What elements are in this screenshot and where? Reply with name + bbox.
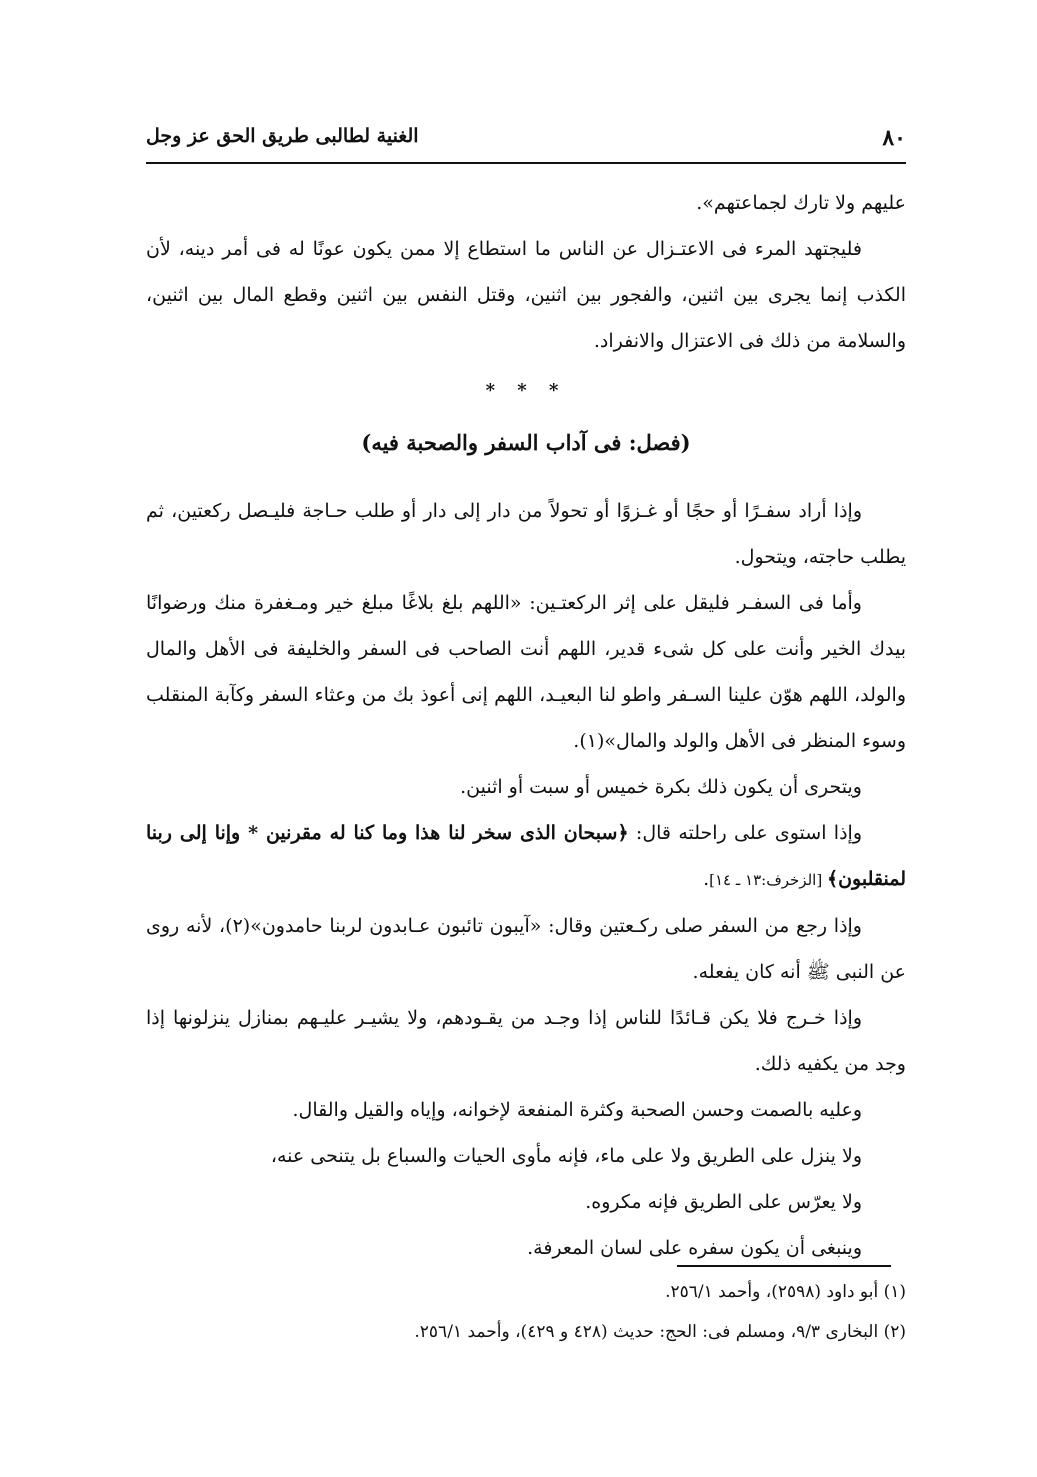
section-heading: (فصل: فى آداب السفر والصحبة فيه) xyxy=(361,430,691,455)
paragraph-mount xyxy=(146,810,906,903)
footnote-2: (٢) البخارى ٩/٣، ومسلم فى: الحج: حديث (٤٢٨ و ٤٢٩)، وأحمد ٢٥٦/١. xyxy=(414,1322,906,1342)
verse-citation: [الزخرف:١٣ ـ ١٤] xyxy=(709,871,827,889)
mount-intro: وإذا استوى على راحلته قال: xyxy=(628,822,862,844)
running-title: الغنية لطالبى طريق الحق عز وجل xyxy=(146,125,419,147)
paragraph-continuation: عليهم ولا تارك لجماعتهم». xyxy=(696,192,906,214)
paragraph-travel-intent: وإذا أراد سفـرًا أو حجًا أو غـزوًا أو تحولاً من دار إلى دار أو طلب حـاجة فليـصل ركعتين، ثم يطلب حاجته، ويتحول. xyxy=(146,500,906,568)
quran-verse: ﴿سبحان الذى سخر لنا هذا وما كنا له مقرنين * وإنا إلى ربنا لمنقلبون﴾ xyxy=(146,822,906,890)
mount-end: . xyxy=(703,868,710,890)
header-divider xyxy=(146,162,906,164)
paragraph-isolation: فليجتهد المرء فى الاعتـزال عن الناس ما استطاع إلا ممن يكون عونًا له فى أمر دينه، لأن الكذب إنما يجرى بين اثنين، والفجور بين اثنين، وقتل النفس بين اثنين وقطع المال بين اثنين، والسلامة من ذلك فى الاعتزال والانفراد. xyxy=(146,238,906,352)
main-text xyxy=(146,180,906,1271)
paragraph-knowledge: وينبغى أن يكون سفره على لسان المعرفة. xyxy=(527,1237,862,1259)
paragraph-road: ولا ينزل على الطريق ولا على ماء، فإنه مأوى الحيات والسباع بل يتنحى عنه، xyxy=(270,1145,862,1167)
footnotes xyxy=(146,1272,906,1352)
section-separator: * * * xyxy=(485,380,567,401)
page-header xyxy=(146,125,906,161)
paragraph-rest: ولا يعرّس على الطريق فإنه مكروه. xyxy=(585,1191,862,1213)
paragraph-travel-supplication: وأما فى السفـر فليقل على إثر الركعتـين: «اللهم بلغ بلاغًا مبلغ خير ومـغفرة منك ورضوانًا بيدك الخير وأنت على كل شىء قدير، اللهم أنت الصاحب فى السفر والخليفة فى الأهل والمال والولد، اللهم هوّن علينا السـفر واطو لنا البعيـد، اللهم إنى أعوذ بك من وعثاء السفر وكآبة المنقلب وسوء المنظر فى الأهل والولد والمال»(١). xyxy=(146,592,906,752)
paragraph-leading: وإذا خـرج فلا يكن قـائدًا للناس إذا وجـد من يقـودهم، ولا يشيـر عليـهم بمنازل ينزلونها إذا وجد من يكفيه ذلك. xyxy=(146,1007,906,1075)
footnote-divider xyxy=(677,1265,891,1267)
page-number: ٨٠ xyxy=(882,125,906,151)
footnote-1: (١) أبو داود (٢٥٩٨)، وأحمد ٢٥٦/١. xyxy=(665,1282,906,1302)
paragraph-silence: وعليه بالصمت وحسن الصحبة وكثرة المنفعة لإخوانه، وإياه والقيل والقال. xyxy=(292,1099,862,1121)
paragraph-travel-day: ويتحرى أن يكون ذلك بكرة خميس أو سبت أو اثنين. xyxy=(460,776,862,798)
paragraph-return: وإذا رجع من السفر صلى ركـعتين وقال: «آيبون تائبون عـابدون لربنا حامدون»(٢)، لأنه روى عن النبى ﷺ أنه كان يفعله. xyxy=(146,915,906,983)
